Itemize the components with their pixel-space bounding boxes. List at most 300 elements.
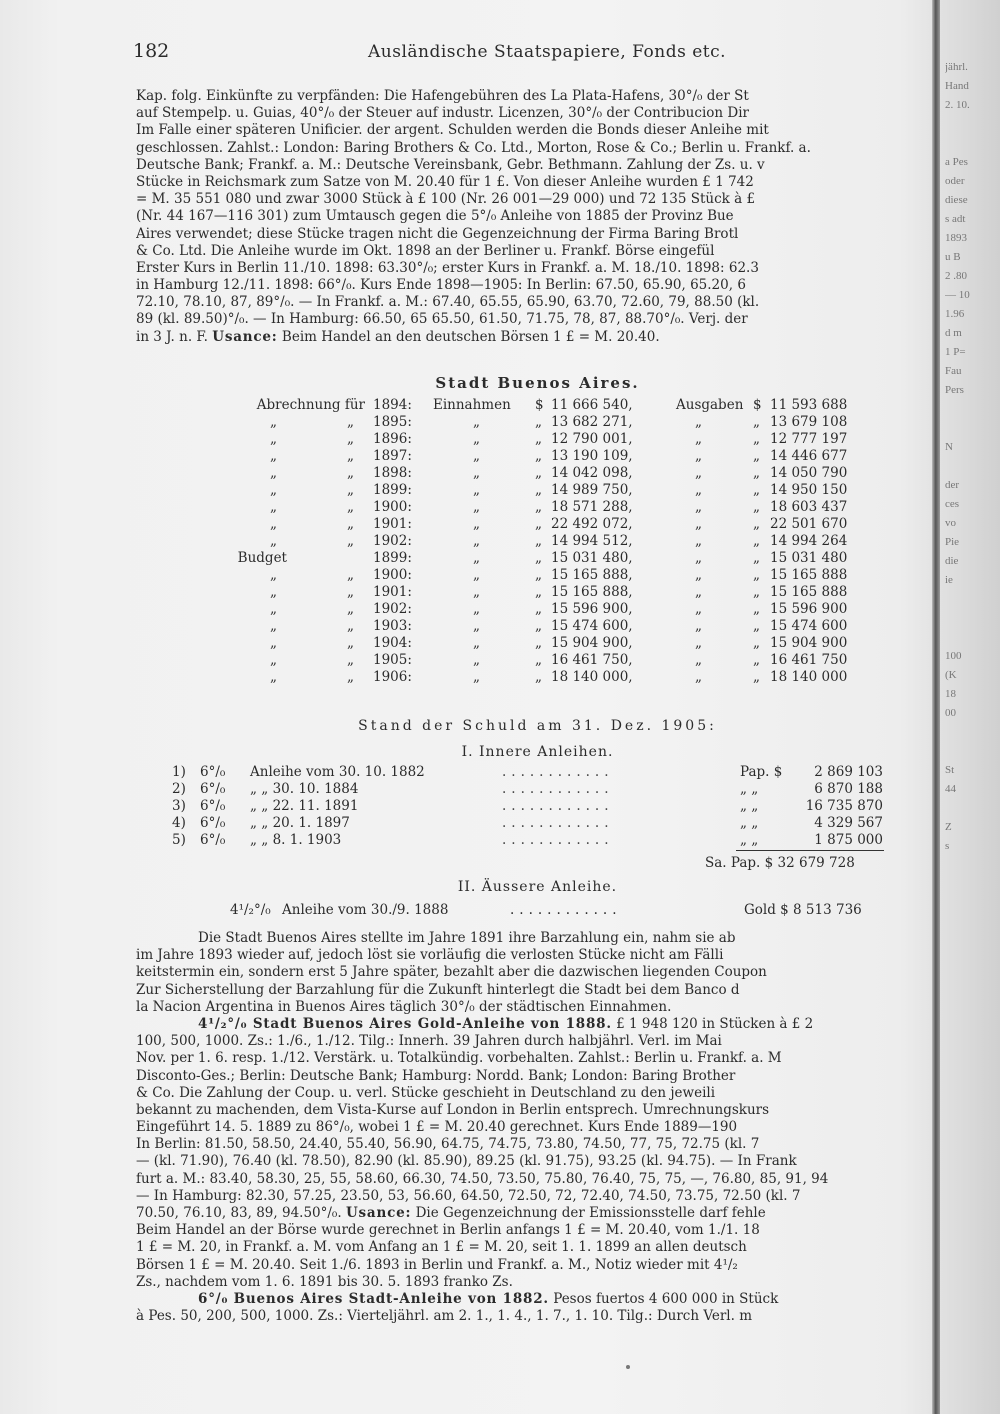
intro-line: Deutsche Bank; Frankf. a. M.: Deutsche Vereinsbank, Gebr. Bethmann. Zahlung der Zs. u. v — [136, 156, 765, 173]
ditto-mark: „ — [535, 533, 542, 549]
budget-row — [205, 669, 875, 686]
ditto-mark: „ — [347, 601, 354, 617]
adjacent-fragment: vo — [945, 517, 956, 529]
internal-loan-row — [172, 832, 892, 849]
ditto-mark: „ — [270, 431, 277, 447]
ditto-mark: „ — [535, 482, 542, 498]
budget-row — [205, 397, 875, 414]
ditto-mark: „ — [270, 465, 277, 481]
budget-row — [205, 652, 875, 669]
intro-line: auf Stempelp. u. Guias, 40°/₀ der Steuer auf industr. Licenzen, 30°/₀ der Contribucion Dir — [136, 105, 749, 122]
adjacent-fragment: s adt — [945, 213, 966, 225]
ditto-mark: „ — [753, 465, 760, 481]
ditto-mark: „ — [347, 482, 354, 498]
budget-year: 1897: — [373, 448, 412, 464]
adjacent-fragment — [945, 421, 1000, 440]
ditto-mark: „ — [753, 584, 760, 600]
adjacent-fragment — [945, 459, 1000, 478]
budget-year: 1904: — [373, 635, 412, 651]
adjacent-fragment: Fau — [945, 365, 962, 377]
leader-dots: ............ — [502, 781, 614, 797]
budget-expense: 12 777 197 — [770, 431, 848, 447]
ditto-mark: „ — [270, 448, 277, 464]
paragraph-text: Pesos fuertos 4 600 000 in Stück — [548, 1290, 779, 1307]
ditto-mark: „ — [347, 533, 354, 549]
adjacent-fragment: — 10 — [945, 289, 970, 301]
ditto-mark: „ — [347, 448, 354, 464]
ditto-mark: „ — [535, 567, 542, 583]
ditto-mark: „ — [535, 516, 542, 532]
ditto-mark: „ — [347, 669, 354, 685]
page-header — [133, 40, 933, 64]
einnahmen-label: Einnahmen — [433, 397, 511, 413]
loan-number: 3) — [172, 798, 186, 814]
paragraph-text: Eingeführt 14. 5. 1889 zu 86°/₀, wobei 1 £ = M. 20.40 gerechnet. Kurs Ende 1889—190 — [136, 1119, 738, 1136]
paragraph-line — [136, 947, 934, 964]
budget-income: 12 790 001, — [551, 431, 633, 447]
loan-currency: „ „ — [740, 781, 759, 797]
adjacent-fragment — [945, 858, 1000, 877]
ditto-mark: „ — [695, 584, 702, 600]
ditto-mark: „ — [695, 499, 702, 515]
ditto-mark: „ — [695, 482, 702, 498]
ditto-mark: „ — [753, 669, 760, 685]
paragraph-line — [136, 1222, 934, 1239]
leader-dots: ............ — [502, 815, 614, 831]
loan-currency: „ „ — [740, 832, 759, 848]
ditto-mark: „ — [473, 516, 480, 532]
budget-year: 1898: — [373, 465, 412, 481]
paragraph-line — [136, 1308, 934, 1325]
adjacent-fragment: jährl. — [945, 61, 968, 73]
paragraph-text: la Nacion Argentina in Buenos Aires täglich 30°/₀ der städtischen Einnahmen. — [136, 998, 672, 1015]
loan-description: „ „ 22. 11. 1891 — [250, 798, 359, 814]
ditto-mark: „ — [695, 618, 702, 634]
ditto-mark: „ — [753, 567, 760, 583]
budget-year: 1896: — [373, 431, 412, 447]
ditto-mark: „ — [473, 431, 480, 447]
budget-income: 22 492 072, — [551, 516, 633, 532]
internal-loans-sum: Sa. Pap. $ 32 679 728 — [705, 855, 855, 871]
ditto-mark: „ — [535, 499, 542, 515]
budget-income: 14 989 750, — [551, 482, 633, 498]
loan-paragraphs — [136, 930, 934, 1325]
budget-expense: 13 679 108 — [770, 414, 848, 430]
paragraph-line — [136, 1102, 934, 1119]
internal-loan-row — [172, 781, 892, 798]
adjacent-fragment: 00 — [945, 707, 956, 719]
loan-number: 1) — [172, 764, 186, 780]
intro-line: Kap. folg. Einkünfte zu verpfänden: Die Hafengebühren des La Plata-Hafens, 30°/₀ der St — [136, 88, 749, 104]
paragraph-text: & Co. Die Zahlung der Coup. u. verl. Stücke geschieht in Deutschland zu den jeweili — [136, 1084, 716, 1101]
ditto-mark: „ — [695, 550, 702, 566]
ditto-mark: „ — [473, 414, 480, 430]
paragraph-line — [136, 1188, 934, 1205]
paragraph-text: 100, 500, 1000. Zs.: 1./6., 1./12. Tilg.: Innerh. 39 Jahren durch halbjährl. Verl. im Mai — [136, 1033, 722, 1050]
ditto-mark: „ — [695, 635, 702, 651]
loan-heading: 4¹/₂°/₀ Stadt Buenos Aires Gold-Anleihe von 1888. — [198, 1015, 612, 1032]
external-loan-amount: Gold $ 8 513 736 — [744, 902, 862, 918]
budget-row-label: Budget — [237, 550, 287, 566]
ditto-mark: „ — [753, 533, 760, 549]
paragraph-line — [136, 1050, 934, 1067]
loan-amount: 2 869 103 — [814, 764, 883, 780]
loan-description: „ „ 20. 1. 1897 — [250, 815, 350, 831]
intro-line-text: Beim Handel an den deutschen Börsen 1 £ = M. 20.40. — [281, 328, 660, 345]
ditto-mark: „ — [270, 618, 277, 634]
paragraph-line — [136, 982, 934, 999]
ditto-mark: „ — [473, 635, 480, 651]
paragraph-line — [136, 1153, 934, 1170]
ditto-mark: „ — [347, 618, 354, 634]
paragraph-text: Börsen 1 £ = M. 20.40. Seit 1./6. 1893 in Berlin und Frankf. a. M., Notiz wieder mit 4¹/₂ — [136, 1256, 738, 1273]
budget-income: 13 190 109, — [551, 448, 633, 464]
adjacent-fragment: 44 — [945, 783, 956, 795]
paragraph-line — [136, 964, 934, 981]
budget-income: 15 904 900, — [551, 635, 633, 651]
paragraph-text: 1 £ = M. 20, in Frankf. a. M. vom Anfang an 1 £ = M. 20, seit 1. 1. 1899 an allen deutsch — [136, 1239, 747, 1256]
budget-row — [205, 618, 875, 635]
adjacent-fragment — [945, 592, 1000, 611]
loan-currency: „ „ — [740, 798, 759, 814]
loan-description: „ „ 30. 10. 1884 — [250, 781, 359, 797]
adjacent-fragment: ces — [945, 498, 960, 510]
leader-dots: ............ — [502, 764, 614, 780]
budget-expense: 15 596 900 — [770, 601, 848, 617]
ditto-mark: „ — [535, 431, 542, 447]
budget-row — [205, 584, 875, 601]
budget-year: 1902: — [373, 533, 412, 549]
intro-paragraph — [136, 88, 928, 346]
intro-line: Stücke in Reichsmark zum Satze von M. 20.40 für 1 £. Von dieser Anleihe wurden £ 1 742 — [136, 173, 754, 190]
loan-number: 2) — [172, 781, 186, 797]
ditto-mark: „ — [535, 652, 542, 668]
ditto-mark: „ — [473, 601, 480, 617]
section-title: Stadt Buenos Aires. — [435, 374, 640, 392]
ditto-mark: „ — [473, 669, 480, 685]
budget-year: 1903: — [373, 618, 412, 634]
adjacent-fragment: diese — [945, 194, 968, 206]
paragraph-line — [136, 930, 934, 947]
ditto-mark: „ — [270, 482, 277, 498]
ditto-mark: „ — [695, 516, 702, 532]
budget-row — [205, 516, 875, 533]
external-loan-pct: 4¹/₂°/₀ — [230, 902, 271, 918]
ditto-mark: „ — [535, 465, 542, 481]
ditto-mark: „ — [347, 465, 354, 481]
budget-expense: 22 501 670 — [770, 516, 848, 532]
budget-expense: 15 904 900 — [770, 635, 848, 651]
adjacent-fragment — [945, 117, 1000, 136]
running-title: Ausländische Staatspapiere, Fonds etc. — [368, 42, 727, 62]
budget-row — [205, 601, 875, 618]
budget-year: 1894: — [373, 397, 412, 413]
budget-row — [205, 550, 875, 567]
ditto-mark: „ — [535, 584, 542, 600]
adjacent-fragment: a Pes — [945, 156, 968, 168]
adjacent-fragment: N — [945, 441, 953, 453]
paragraph-text: Die Gegenzeichnung der Emissionsstelle darf fehle — [411, 1205, 766, 1221]
ditto-mark: „ — [473, 652, 480, 668]
ditto-mark: „ — [695, 601, 702, 617]
budget-expense: 15 474 600 — [770, 618, 848, 634]
loan-amount: 1 875 000 — [814, 832, 883, 848]
ditto-mark: „ — [473, 499, 480, 515]
budget-income: 15 165 888, — [551, 584, 633, 600]
adjacent-fragment: 1.96 — [945, 308, 965, 320]
budget-income: 14 042 098, — [551, 465, 633, 481]
loan-amount: 6 870 188 — [814, 781, 883, 797]
intro-line: (Nr. 44 167—116 301) zum Umtausch gegen die 5°/₀ Anleihe von 1885 der Provinz Bue — [136, 208, 734, 225]
budget-row — [205, 499, 875, 516]
ditto-mark: „ — [347, 414, 354, 430]
ditto-mark: „ — [695, 431, 702, 447]
adjacent-fragment: 18 — [945, 688, 956, 700]
paragraph-line — [136, 1068, 934, 1085]
ditto-mark: „ — [473, 618, 480, 634]
ditto-mark: „ — [473, 550, 480, 566]
budget-expense: 11 593 688 — [770, 397, 848, 413]
adjacent-fragment: die — [945, 555, 959, 567]
paragraph-text: keitstermin ein, sondern erst 5 Jahre später, bezahlt aber die dazwischen liegenden Coupon — [136, 964, 767, 981]
loan-heading: 6°/₀ Buenos Aires Stadt-Anleihe von 1882. — [198, 1290, 549, 1307]
ditto-mark: „ — [270, 601, 277, 617]
paragraph-text: Zur Sicherstellung der Barzahlung für die Zukunft hinterlegt die Stadt bei dem Banco d — [136, 981, 740, 998]
intro-line: geschlossen. Zahlst.: London: Baring Brothers & Co. Ltd., Morton, Rose & Co.; Berlin u. Frankf. a. — [136, 139, 811, 156]
ditto-mark: „ — [535, 448, 542, 464]
adjacent-fragment: Pers — [945, 384, 964, 396]
budget-year: 1905: — [373, 652, 412, 668]
adjacent-fragment: 1893 — [945, 232, 967, 244]
ditto-mark: „ — [695, 533, 702, 549]
internal-loans-title: I. Innere Anleihen. — [461, 744, 614, 760]
budget-income: 15 474 600, — [551, 618, 633, 634]
loan-rate: 6°/₀ — [200, 798, 226, 814]
ditto-mark: „ — [753, 618, 760, 634]
ditto-mark: „ — [695, 465, 702, 481]
intro-line: 89 (kl. 89.50)°/₀. — In Hamburg: 66.50, 65 65.50, 61.50, 71.75, 78, 87, 88.70°/₀. Verj. der — [136, 311, 748, 328]
intro-line: in Hamburg 12./11. 1898: 66°/₀. Kurs Ende 1898—1905: In Berlin: 67.50, 65.90, 65.20, 6 — [136, 277, 746, 294]
debt-status-title: Stand der Schuld am 31. Dez. 1905: — [358, 718, 717, 734]
ditto-mark: „ — [695, 414, 702, 430]
usance-label: Usance: — [212, 328, 278, 345]
loan-rate: 6°/₀ — [200, 764, 226, 780]
loan-number: 5) — [172, 832, 186, 848]
ditto-mark: „ — [347, 516, 354, 532]
budget-year: 1900: — [373, 499, 412, 515]
paragraph-text: furt a. M.: 83.40, 58.30, 25, 55, 58.60, 66.30, 74.50, 73.50, 75.80, 76.40, 75, 75, —, 76.80, 85, 91, 94 — [136, 1170, 829, 1187]
ditto-mark: „ — [535, 550, 542, 566]
ditto-mark: „ — [270, 533, 277, 549]
budget-year: 1902: — [373, 601, 412, 617]
intro-line: Im Falle einer späteren Unificier. der argent. Schulden werden die Bonds dieser Anleihe mit — [136, 122, 769, 139]
ditto-mark: „ — [753, 652, 760, 668]
ditto-mark: „ — [753, 550, 760, 566]
adjacent-fragment: 1 P= — [945, 346, 966, 358]
paragraph-line — [136, 1136, 934, 1153]
budget-row — [205, 465, 875, 482]
leader-dots: ............ — [502, 832, 614, 848]
intro-line: 72.10, 78.10, 87, 89°/₀. — In Frankf. a. M.: 67.40, 65.55, 65.90, 63.70, 72.60, 79, 88.50 (kl. — [136, 294, 760, 311]
budget-row-label: Abrechnung für — [256, 397, 365, 413]
paragraph-text: Die Stadt Buenos Aires stellte im Jahre 1891 ihre Barzahlung ein, nahm sie ab — [198, 930, 736, 946]
loan-description: „ „ 8. 1. 1903 — [250, 832, 342, 848]
budget-row — [205, 414, 875, 431]
ditto-mark: „ — [270, 567, 277, 583]
paragraph-text: Disconto-Ges.; Berlin: Deutsche Bank; Hamburg: Nordd. Bank; London: Baring Brother — [136, 1067, 736, 1084]
budget-year: 1895: — [373, 414, 412, 430]
budget-row — [205, 482, 875, 499]
ditto-mark: „ — [270, 499, 277, 515]
adjacent-fragment — [945, 630, 1000, 649]
budget-row — [205, 567, 875, 584]
budget-expense: 18 140 000 — [770, 669, 848, 685]
budget-expense: 15 165 888 — [770, 584, 848, 600]
ditto-mark: „ — [270, 584, 277, 600]
paragraph-text: bekannt zu machenden, dem Vista-Kurse auf London in Berlin entsprech. Umrechnungskurs — [136, 1101, 770, 1118]
external-loan-row — [230, 902, 890, 919]
budget-row — [205, 635, 875, 652]
intro-line-text: in 3 J. n. F. — [136, 328, 208, 345]
paragraph-line — [136, 1085, 934, 1102]
paragraph-line — [136, 1257, 934, 1274]
loan-currency: Pap. $ — [740, 764, 783, 780]
ditto-mark: „ — [753, 516, 760, 532]
adjacent-fragment — [945, 611, 1000, 630]
paragraph-text: — In Hamburg: 82.30, 57.25, 23.50, 53, 56.60, 64.50, 72.50, 72, 72.40, 74.50, 73.75, 72.50 (kl. 7 — [136, 1187, 801, 1204]
adjacent-page-edge — [945, 60, 1000, 896]
budget-row — [205, 533, 875, 550]
budget-income: 18 140 000, — [551, 669, 633, 685]
adjacent-fragment: 100 — [945, 650, 962, 662]
usance-label: Usance: — [345, 1205, 412, 1221]
paragraph-text: Zs., nachdem vom 1. 6. 1891 bis 30. 5. 1893 franko Zs. — [136, 1273, 513, 1290]
budget-expense: 14 994 264 — [770, 533, 848, 549]
budget-year: 1900: — [373, 567, 412, 583]
page-number: 182 — [133, 40, 170, 62]
adjacent-fragment: u B — [945, 251, 961, 263]
budget-income: 15 596 900, — [551, 601, 633, 617]
ditto-mark: „ — [270, 414, 277, 430]
budget-year: 1906: — [373, 669, 412, 685]
paragraph-line — [136, 1274, 934, 1291]
ditto-mark: „ — [695, 567, 702, 583]
loan-rate: 6°/₀ — [200, 781, 226, 797]
ditto-mark: „ — [347, 431, 354, 447]
paragraph-text: Beim Handel an der Börse wurde gerechnet in Berlin anfangs 1 £ = M. 20.40, vom 1./1. 18 — [136, 1222, 760, 1239]
ditto-mark: „ — [753, 635, 760, 651]
ditto-mark: „ — [535, 601, 542, 617]
ditto-mark: „ — [753, 414, 760, 430]
ditto-mark: „ — [753, 482, 760, 498]
paragraph-line — [136, 1016, 934, 1033]
ditto-mark: „ — [347, 567, 354, 583]
budget-expense: 18 603 437 — [770, 499, 848, 515]
ditto-mark: „ — [753, 448, 760, 464]
budget-income: 13 682 271, — [551, 414, 633, 430]
adjacent-fragment: 2. 10. — [945, 99, 970, 111]
ditto-mark: „ — [535, 635, 542, 651]
budget-year: 1901: — [373, 584, 412, 600]
budget-income: 15 165 888, — [551, 567, 633, 583]
ditto-mark: „ — [473, 465, 480, 481]
ditto-mark: „ — [695, 652, 702, 668]
paragraph-text: 70.50, 76.10, 83, 89, 94.50°/₀. — [136, 1205, 346, 1221]
ditto-mark: „ — [535, 669, 542, 685]
paragraph-line — [136, 1171, 934, 1188]
intro-line: & Co. Ltd. Die Anleihe wurde im Okt. 1898 an der Berliner u. Frankf. Börse eingefül — [136, 242, 715, 259]
adjacent-fragment: 2 .80 — [945, 270, 967, 282]
loan-number: 4) — [172, 815, 186, 831]
budget-expense: 14 050 790 — [770, 465, 848, 481]
external-loan-desc: Anleihe vom 30./9. 1888 — [282, 902, 449, 918]
budget-income: 11 666 540, — [551, 397, 633, 413]
loan-rate: 6°/₀ — [200, 815, 226, 831]
internal-loans-table — [172, 764, 892, 849]
ditto-mark: „ — [347, 635, 354, 651]
ditto-mark: „ — [347, 584, 354, 600]
adjacent-fragment: d m — [945, 327, 962, 339]
adjacent-fragment — [945, 801, 1000, 820]
loan-rate: 6°/₀ — [200, 832, 226, 848]
paragraph-line — [136, 1033, 934, 1050]
budget-year: 1901: — [373, 516, 412, 532]
adjacent-fragment — [945, 402, 1000, 421]
budget-table — [205, 397, 875, 686]
paragraph-text: Nov. per 1. 6. resp. 1./12. Verstärk. u. Totalkündig. vorbehalten. Zahlst.: Berlin u. Frankf. a. M — [136, 1050, 782, 1067]
ditto-mark: „ — [753, 431, 760, 447]
paragraph-text: — (kl. 71.90), 76.40 (kl. 78.50), 82.90 (kl. 85.90), 89.25 (kl. 91.75), 93.25 (kl. 94.75). — In Frank — [136, 1153, 797, 1170]
ausgaben-label: Ausgaben — [676, 397, 744, 413]
ditto-mark: „ — [473, 584, 480, 600]
intro-line: Erster Kurs in Berlin 11./10. 1898: 63.30°/₀; erster Kurs in Frankf. a. M. 18./10. 1898: 62.3 — [136, 259, 759, 276]
budget-row — [205, 431, 875, 448]
loan-currency: „ „ — [740, 815, 759, 831]
budget-expense: 16 461 750 — [770, 652, 848, 668]
ditto-mark: „ — [473, 448, 480, 464]
budget-year: 1899: — [373, 550, 412, 566]
internal-loan-row — [172, 798, 892, 815]
adjacent-fragment: Z — [945, 821, 952, 833]
intro-line: = M. 35 551 080 und zwar 3000 Stück à £ 100 (Nr. 26 001—29 000) und 72 135 Stück à £ — [136, 191, 756, 208]
budget-expense: 14 446 677 — [770, 448, 848, 464]
budget-income: 16 461 750, — [551, 652, 633, 668]
paragraph-line — [136, 1205, 934, 1222]
intro-line — [136, 329, 928, 346]
external-loan-dots: ............ — [510, 902, 622, 918]
currency-symbol: $ — [535, 397, 544, 413]
paragraph-line — [136, 999, 934, 1016]
adjacent-fragment — [945, 136, 1000, 155]
loan-description: Anleihe vom 30. 10. 1882 — [250, 764, 425, 780]
adjacent-fragment: (K — [945, 669, 957, 681]
budget-expense: 15 165 888 — [770, 567, 848, 583]
paragraph-line — [136, 1119, 934, 1136]
budget-income: 15 031 480, — [551, 550, 633, 566]
ditto-mark: „ — [753, 601, 760, 617]
ditto-mark: „ — [535, 414, 542, 430]
ditto-mark: „ — [695, 669, 702, 685]
ditto-mark: „ — [270, 516, 277, 532]
budget-income: 14 994 512, — [551, 533, 633, 549]
adjacent-fragment: s — [945, 840, 950, 852]
adjacent-fragment: der — [945, 479, 960, 491]
adjacent-fragment: St — [945, 764, 955, 776]
ditto-mark: „ — [753, 499, 760, 515]
ditto-mark: „ — [473, 567, 480, 583]
paragraph-text: à Pes. 50, 200, 500, 1000. Zs.: Vierteljährl. am 2. 1., 1. 4., 1. 7., 1. 10. Tilg.: Durch Verl. m — [136, 1308, 753, 1325]
budget-income: 18 571 288, — [551, 499, 633, 515]
